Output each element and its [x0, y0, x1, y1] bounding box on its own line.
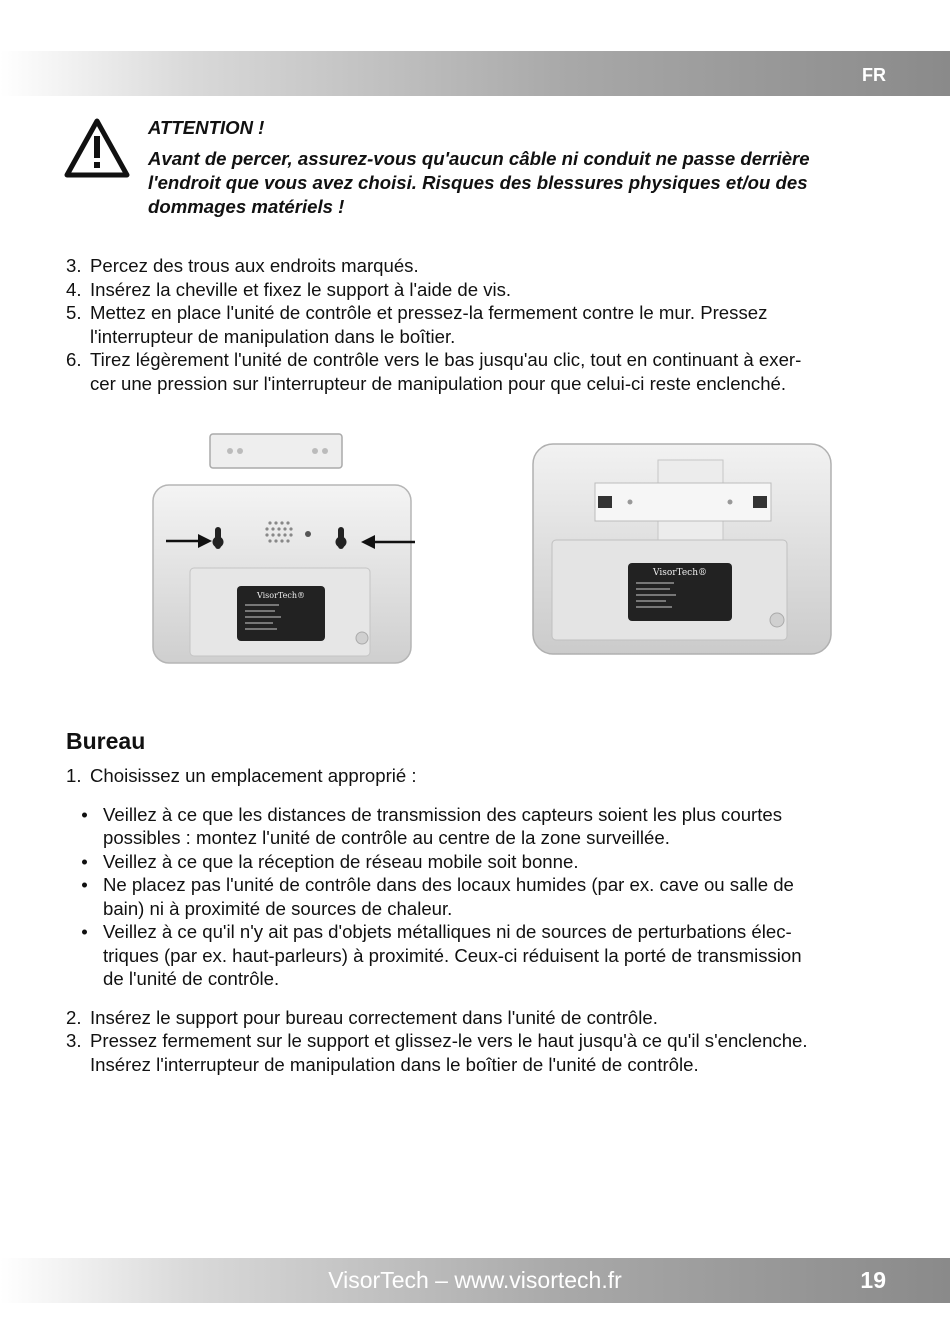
bullet-item	[66, 850, 886, 874]
step-item	[66, 764, 886, 788]
figure-unit-back-bracket	[150, 430, 420, 670]
step-number: 3.	[66, 1030, 82, 1051]
brand-label: VisorTech®	[256, 591, 306, 600]
step-number: 5.	[66, 302, 82, 323]
bullet-text: Veillez à ce que la réception de réseau mobile soit bonne.	[103, 850, 579, 872]
step-number: 3.	[66, 255, 82, 276]
step-text: Choisissez un emplacement approprié :	[90, 765, 417, 786]
section-title-bureau: Bureau	[66, 728, 146, 754]
header-bar	[0, 51, 950, 96]
bullet-text: bain) ni à proximité de sources de chaleur.	[103, 897, 453, 919]
bullet-icon: •	[81, 874, 88, 895]
figure-unit-mounted	[530, 438, 835, 658]
bullet-list	[66, 803, 886, 991]
step-text: Insérez la cheville et fixez le support à l'aide de vis.	[90, 278, 512, 300]
language-label: FR	[862, 65, 886, 85]
bullet-icon: •	[81, 921, 88, 942]
control-unit-back	[153, 485, 411, 663]
bullet-text: Veillez à ce qu'il n'y ait pas d'objets métalliques ni de sources de perturbations élec-	[103, 921, 792, 942]
bullet-item	[66, 803, 886, 850]
brand-label: VisorTech®	[652, 568, 708, 578]
mounting-steps	[66, 254, 886, 395]
bureau-instructions	[66, 764, 886, 1076]
bullet-icon: •	[81, 803, 88, 825]
bullet-item	[66, 873, 886, 920]
mounting-bracket	[210, 434, 342, 468]
footer-website: VisorTech – www.visortech.fr	[328, 1267, 622, 1293]
warning-triangle-icon	[64, 118, 130, 178]
bullet-text: de l'unité de contrôle.	[103, 968, 280, 989]
step-item	[66, 1029, 886, 1076]
footer-bar	[0, 1258, 950, 1303]
step-item	[66, 254, 886, 278]
bullet-text: Ne placez pas l'unité de contrôle dans des locaux humides (par ex. cave ou salle de	[103, 874, 794, 895]
warning-block	[148, 116, 888, 219]
step-item	[66, 301, 886, 348]
step-text: Pressez fermement sur le support et glissez-le vers le haut jusqu'à ce qu'il s'enclenche.	[90, 1030, 808, 1051]
bullet-text: triques (par ex. haut-parleurs) à proximité. Ceux-ci réduisent la porté de transmission	[103, 944, 802, 966]
step-number: 2.	[66, 1006, 82, 1028]
warning-title: ATTENTION !	[148, 117, 265, 138]
step-text: l'interrupteur de manipulation dans le boîtier.	[90, 325, 456, 347]
warning-line: Avant de percer, assurez-vous qu'aucun câble ni conduit ne passe derrière	[148, 148, 810, 169]
step-item	[66, 278, 886, 302]
warning-line: l'endroit que vous avez choisi. Risques des blessures physiques et/ou des	[148, 172, 808, 193]
bullet-item	[66, 920, 886, 991]
step-number: 1.	[66, 765, 82, 786]
step-number: 4.	[66, 278, 82, 300]
bullet-text: possibles : montez l'unité de contrôle au centre de la zone surveillée.	[103, 827, 670, 848]
page-number: 19	[860, 1267, 886, 1293]
step-text: cer une pression sur l'interrupteur de manipulation pour que celui-ci reste enclenché.	[90, 372, 787, 394]
step-text: Insérez le support pour bureau correctement dans l'unité de contrôle.	[90, 1006, 658, 1028]
bullet-icon: •	[81, 850, 88, 872]
control-unit-back	[533, 444, 831, 654]
step-text: Tirez légèrement l'unité de contrôle vers le bas jusqu'au clic, tout en continuant à exer-	[90, 349, 802, 370]
warning-line: dommages matériels !	[148, 196, 345, 217]
bullet-text: Veillez à ce que les distances de transmission des capteurs soient les plus courtes	[103, 803, 783, 825]
step-text: Mettez en place l'unité de contrôle et pressez-la fermement contre le mur. Pressez	[90, 302, 768, 323]
step-text: Insérez l'interrupteur de manipulation dans le boîtier de l'unité de contrôle.	[90, 1053, 699, 1075]
step-item	[66, 348, 886, 395]
step-item	[66, 1006, 886, 1030]
step-number: 6.	[66, 349, 82, 370]
step-text: Percez des trous aux endroits marqués.	[90, 255, 419, 276]
